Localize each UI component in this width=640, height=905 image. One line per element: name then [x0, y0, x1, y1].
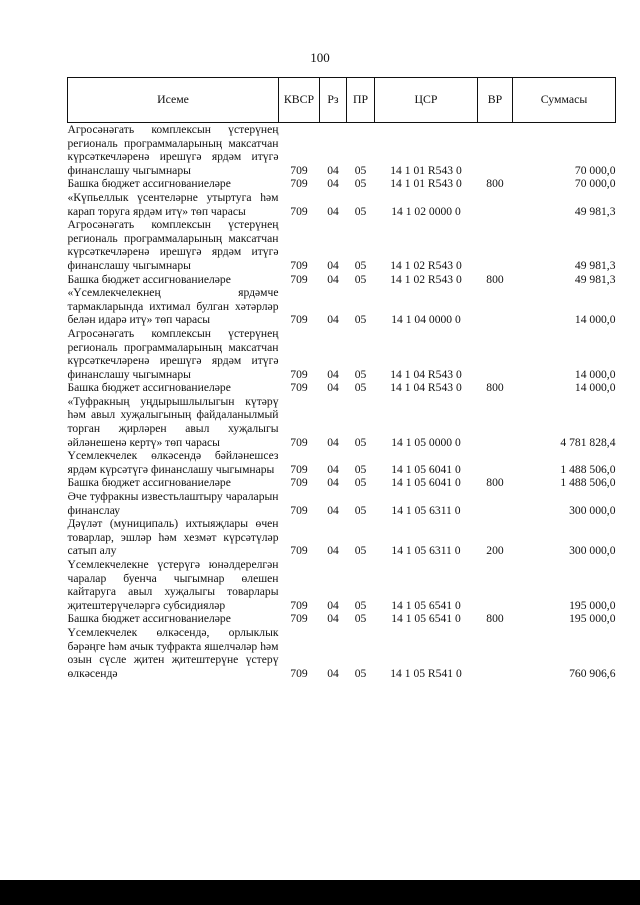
row-rz: 04: [327, 272, 339, 286]
row-pr: 05: [354, 313, 367, 327]
row-vr: 800: [486, 476, 504, 490]
row-rz: 04: [327, 204, 339, 218]
row-pr: 05: [354, 258, 367, 272]
row-vr: [478, 191, 513, 218]
table-row: [68, 449, 616, 476]
row-kvsr: 709: [290, 367, 308, 381]
row-name: Дәүләт (муниципаль) ихтыяҗлары өчен товарлар, эшләр һәм хезмәт күрсәтүләр сатып алу: [67, 517, 279, 558]
row-sum: 300 000,0: [569, 503, 616, 517]
budget-table: [67, 77, 616, 680]
scan-bottom-edge: [0, 880, 640, 905]
row-rz: 04: [327, 612, 339, 626]
row-vr: [478, 626, 513, 680]
row-vr: 800: [486, 381, 504, 395]
row-sum: 760 906,6: [569, 666, 616, 680]
row-rz: 04: [327, 666, 339, 680]
row-name: Башка бюджет ассигнованиеләре: [67, 476, 231, 490]
row-kvsr: 709: [290, 476, 308, 490]
row-kvsr: 709: [290, 163, 308, 177]
row-sum: 1 488 506,0: [560, 462, 616, 476]
row-csr: 14 1 05 6541 0: [391, 598, 461, 612]
table-row: [68, 476, 616, 490]
row-vr: [478, 490, 513, 517]
row-name: «Туфракның уңдырышлылыгын күтәрү һәм авыл хуҗалыгының файдаланылмый торган җирләрен авыл хуҗалыгы әйләнешенә кертү» төп чарасы: [67, 394, 279, 449]
row-csr: 14 1 05 6041 0: [391, 476, 461, 490]
row-pr: 05: [354, 503, 367, 517]
row-sum: 14 000,0: [574, 381, 616, 395]
row-name: Башка бюджет ассигнованиеләре: [67, 381, 231, 395]
row-rz: 04: [327, 462, 339, 476]
row-vr: [478, 218, 513, 272]
row-sum: 49 981,3: [574, 204, 616, 218]
table-header-row: [68, 78, 616, 123]
row-name: Әче туфракны известьлаштыру чараларын финанслау: [67, 490, 279, 517]
row-pr: 05: [354, 272, 367, 286]
row-csr: 14 1 05 0000 0: [391, 435, 461, 449]
row-kvsr: 709: [290, 435, 308, 449]
row-pr: 05: [354, 476, 367, 490]
row-csr: 14 1 02 R543 0: [390, 272, 462, 286]
row-kvsr: 709: [290, 177, 308, 191]
row-vr: [478, 449, 513, 476]
page-number: 100: [310, 50, 330, 65]
header-name: Исеме: [68, 78, 279, 123]
table-row: [68, 327, 616, 381]
row-name: Агросәнәгать комплексын үстерүнең региональ программаларының максатчан күрсәткечләренә ирешүгә ярдәм итүгә финанслашу чыгымнары: [67, 326, 279, 381]
row-vr: [478, 327, 513, 381]
row-sum: 300 000,0: [569, 544, 616, 558]
row-kvsr: 709: [290, 666, 308, 680]
row-pr: 05: [354, 163, 367, 177]
row-kvsr: 709: [290, 462, 308, 476]
row-pr: 05: [354, 544, 367, 558]
row-csr: 14 1 05 6541 0: [391, 612, 461, 626]
row-name: Башка бюджет ассигнованиеләре: [67, 177, 231, 191]
header-csr: ЦСР: [375, 78, 478, 123]
row-pr: 05: [354, 204, 367, 218]
table-row: [68, 123, 616, 178]
row-vr: [478, 286, 513, 327]
row-sum: 1 488 506,0: [560, 476, 616, 490]
row-sum: 14 000,0: [574, 313, 616, 327]
row-name: Башка бюджет ассигнованиеләре: [67, 612, 231, 626]
row-kvsr: 709: [290, 544, 308, 558]
row-csr: 14 1 04 0000 0: [391, 313, 461, 327]
row-sum: 49 981,3: [574, 258, 616, 272]
row-pr: 05: [354, 435, 367, 449]
row-csr: 14 1 04 R543 0: [390, 367, 462, 381]
row-vr: 800: [486, 272, 504, 286]
row-csr: 14 1 05 6041 0: [391, 462, 461, 476]
header-vr: ВР: [478, 78, 513, 123]
row-csr: 14 1 05 6311 0: [391, 544, 461, 558]
row-vr: 200: [486, 544, 504, 558]
row-csr: 14 1 05 R541 0: [390, 666, 462, 680]
header-pr: ПР: [347, 78, 375, 123]
row-csr: 14 1 02 R543 0: [390, 258, 462, 272]
table-row: [68, 273, 616, 287]
row-vr: 800: [486, 177, 504, 191]
table-row: [68, 626, 616, 680]
table-row: [68, 191, 616, 218]
header-rz: Рз: [320, 78, 347, 123]
row-rz: 04: [327, 598, 339, 612]
row-rz: 04: [327, 367, 339, 381]
row-kvsr: 709: [290, 612, 308, 626]
row-kvsr: 709: [290, 598, 308, 612]
row-vr: 800: [486, 612, 504, 626]
row-rz: 04: [327, 503, 339, 517]
row-rz: 04: [327, 163, 339, 177]
row-name: Башка бюджет ассигнованиеләре: [67, 272, 231, 286]
row-vr: [478, 123, 513, 178]
row-pr: 05: [354, 598, 367, 612]
table-row: [68, 517, 616, 558]
row-rz: 04: [327, 476, 339, 490]
table-row: [68, 286, 616, 327]
header-kvsr: КВСР: [279, 78, 320, 123]
row-csr: 14 1 04 R543 0: [390, 381, 462, 395]
row-sum: 195 000,0: [569, 598, 616, 612]
row-kvsr: 709: [290, 313, 308, 327]
row-rz: 04: [327, 313, 339, 327]
row-pr: 05: [354, 381, 367, 395]
row-rz: 04: [327, 435, 339, 449]
row-sum: 195 000,0: [569, 612, 616, 626]
row-vr: [478, 395, 513, 449]
row-csr: 14 1 02 0000 0: [391, 204, 461, 218]
row-pr: 05: [354, 612, 367, 626]
row-name: Үсемлекчелек өлкәсендә, орлыклык бәрәңге һәм ачык туфракта яшелчәләр һәм озын сүсле җитен җитештерүне үстерү өлкәсендә: [67, 625, 279, 680]
row-kvsr: 709: [290, 258, 308, 272]
row-csr: 14 1 01 R543 0: [390, 177, 462, 191]
table-row: [68, 558, 616, 612]
header-sum: Суммасы: [513, 78, 616, 123]
row-csr: 14 1 05 6311 0: [391, 503, 461, 517]
row-kvsr: 709: [290, 272, 308, 286]
row-rz: 04: [327, 544, 339, 558]
row-pr: 05: [354, 367, 367, 381]
table-row: [68, 612, 616, 626]
row-name: Үсемлекчелек өлкәсендә бәйләнешсез ярдәм күрсәтүгә финанслашу чыгымнары: [67, 449, 279, 476]
row-vr: [478, 558, 513, 612]
row-name: «Күпьеллык үсентеләрне утыртуга һәм карап торуга ярдәм итү» төп чарасы: [67, 190, 279, 218]
row-sum: 49 981,3: [574, 272, 616, 286]
row-sum: 70 000,0: [574, 177, 616, 191]
row-name: «Үсемлекчелекнең ярдәмче тармакларында ихтимал булган хәтәрләр белән идарә итү» төп чарасы: [67, 286, 279, 327]
row-kvsr: 709: [290, 204, 308, 218]
row-sum: 70 000,0: [574, 163, 616, 177]
table-row: [68, 395, 616, 449]
table-row: [68, 381, 616, 395]
row-sum: 4 781 828,4: [560, 435, 616, 449]
row-name: Агросәнәгать комплексын үстерүнең региональ программаларының максатчан күрсәткечләренә ирешүгә ярдәм итүгә финанслашу чыгымнары: [67, 218, 279, 272]
row-kvsr: 709: [290, 503, 308, 517]
row-pr: 05: [354, 177, 367, 191]
row-rz: 04: [327, 177, 339, 191]
table-row: [68, 218, 616, 272]
row-csr: 14 1 01 R543 0: [390, 163, 462, 177]
row-pr: 05: [354, 666, 367, 680]
row-sum: 14 000,0: [574, 367, 616, 381]
table-row: [68, 177, 616, 191]
row-rz: 04: [327, 381, 339, 395]
row-kvsr: 709: [290, 381, 308, 395]
row-name: Үсемлекчелекне үстерүгә юнәлдерелгән чаралар буенча чыгымнар өлешен кайтаруга авыл хуҗалыгы товарлары җитештерүчеләргә субсидияләр: [67, 558, 279, 612]
row-pr: 05: [354, 462, 367, 476]
table-row: [68, 490, 616, 517]
row-rz: 04: [327, 258, 339, 272]
row-name: Агросәнәгать комплексын үстерүнең региональ программаларының максатчан күрсәткечләренә ирешүгә ярдәм итүгә финанслашу чыгымнары: [67, 123, 279, 177]
